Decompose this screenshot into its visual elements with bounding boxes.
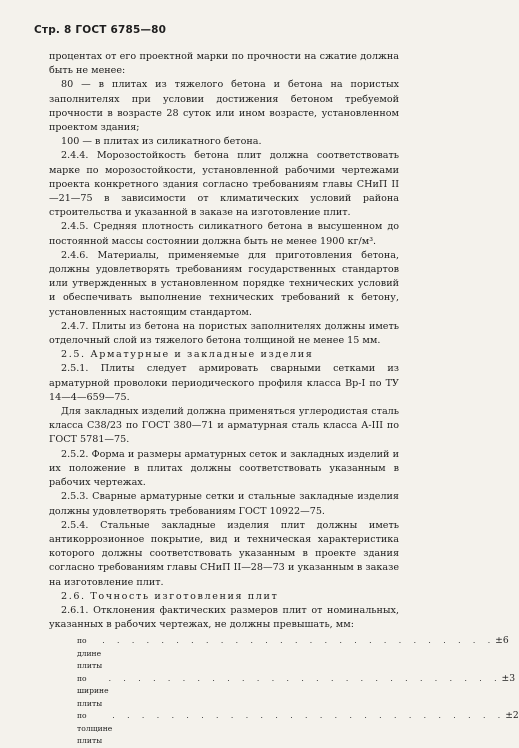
dot-leader: . . . . . . . . . . . . . . . . . . . . . . . . . . . — [102, 636, 496, 646]
section-heading-2-6: 2.6. Точность изготовления плит — [61, 590, 279, 602]
paragraph-2-5-2: 2.5.2. Форма и размеры арматурных сеток и закладных изделий и их положение в плитах должны соответствовать указанным в рабочих чертежах. — [49, 448, 399, 489]
tolerance-name: по ширине плиты — [77, 673, 109, 708]
paragraph-2-4-6: 2.4.6. Материалы, применяемые для приготовления бетона, должны удовлетворять требованиям государственных стандартов или утвержденных в установленном порядке технических условий и обеспечивать выполнение технических требований к бетону, установленных настоящим стандартом. — [49, 249, 399, 318]
paragraph: Для закладных изделий должна применяться углеродистая сталь класса С38/23 по ГОСТ 380—71 и арматурная сталь класса А-III по ГОСТ 5781—75. — [49, 406, 399, 446]
tolerance-value: ±3 — [501, 672, 516, 684]
tolerance-row — [49, 635, 509, 673]
paragraph-2-5-4: 2.5.4. Стальные закладные изделия плит должны иметь антикоррозионное покрытие, вид и техническая характеристика которого должны соответствовать указанным в проекте здания согласно требованиям главы СНиП II—28—73 и указанным в заказе на изготовление плит. — [49, 519, 399, 588]
paragraph: процентах от его проектной марки по прочности на сжатие должна быть не менее: — [49, 51, 399, 77]
paragraph: 80 — в плитах из тяжелого бетона и бетона на пористых заполнителях при условии достижения бетоном требуемой прочности в возрасте 28 суток или ином возрасте, установленном проектом здания; — [49, 79, 399, 134]
page-header: Стр. 8 ГОСТ 6785—80 — [34, 24, 167, 36]
paragraph: 100 — в плитах из силикатного бетона. — [61, 136, 262, 148]
paragraph-2-5-3: 2.5.3. Сварные арматурные сетки и стальные закладные изделия должны удовлетворять требованиям ГОСТ 10922—75. — [49, 491, 399, 517]
tolerance-name: по толщине плиты — [77, 711, 113, 746]
tolerance-list — [49, 635, 519, 748]
dot-leader: . . . . . . . . . . . . . . . . . . . . . . . . . . . — [112, 711, 506, 721]
document-body — [49, 50, 519, 748]
paragraph-2-5-1: 2.5.1. Плиты следует армировать сварными сетками из арматурной проволоки периодического профиля класса Вр-I по ТУ 14—4—659—75. — [49, 363, 399, 403]
dot-leader: . . . . . . . . . . . . . . . . . . . . . . . . . . . — [108, 673, 502, 683]
paragraph-2-4-7: 2.4.7. Плиты из бетона на пористых заполнителях должны иметь отделочный слой из тяжелого бетона толщиной не менее 15 мм. — [49, 320, 399, 347]
paragraph-2-6-1: 2.6.1. Отклонения фактических размеров плит от номинальных, указанных в рабочих чертежах, не должны превышать, мм: — [49, 604, 399, 631]
tolerance-row — [49, 672, 516, 711]
tolerance-row — [49, 710, 519, 748]
paragraph-2-4-5: 2.4.5. Средняя плотность силикатного бетона в высушенном до постоянной массы состоянии должна быть не менее 1900 кг/м³. — [49, 221, 399, 247]
section-heading-2-5: 2.5. Арматурные и закладные изделия — [61, 349, 314, 361]
tolerance-value: ±2 — [505, 710, 519, 722]
tolerance-name: по длине плиты — [77, 636, 103, 671]
paragraph-2-4-4: 2.4.4. Морозостойкость бетона плит должна соответствовать марке по морозостойкости, установленной рабочими чертежами проекта конкретного здания согласно требованиям главы СНиП II—21—75 в зависимости от климатических условий района строительства и указанной в заказе на изготовление плит. — [49, 150, 399, 219]
tolerance-value: ±6 — [495, 635, 509, 647]
